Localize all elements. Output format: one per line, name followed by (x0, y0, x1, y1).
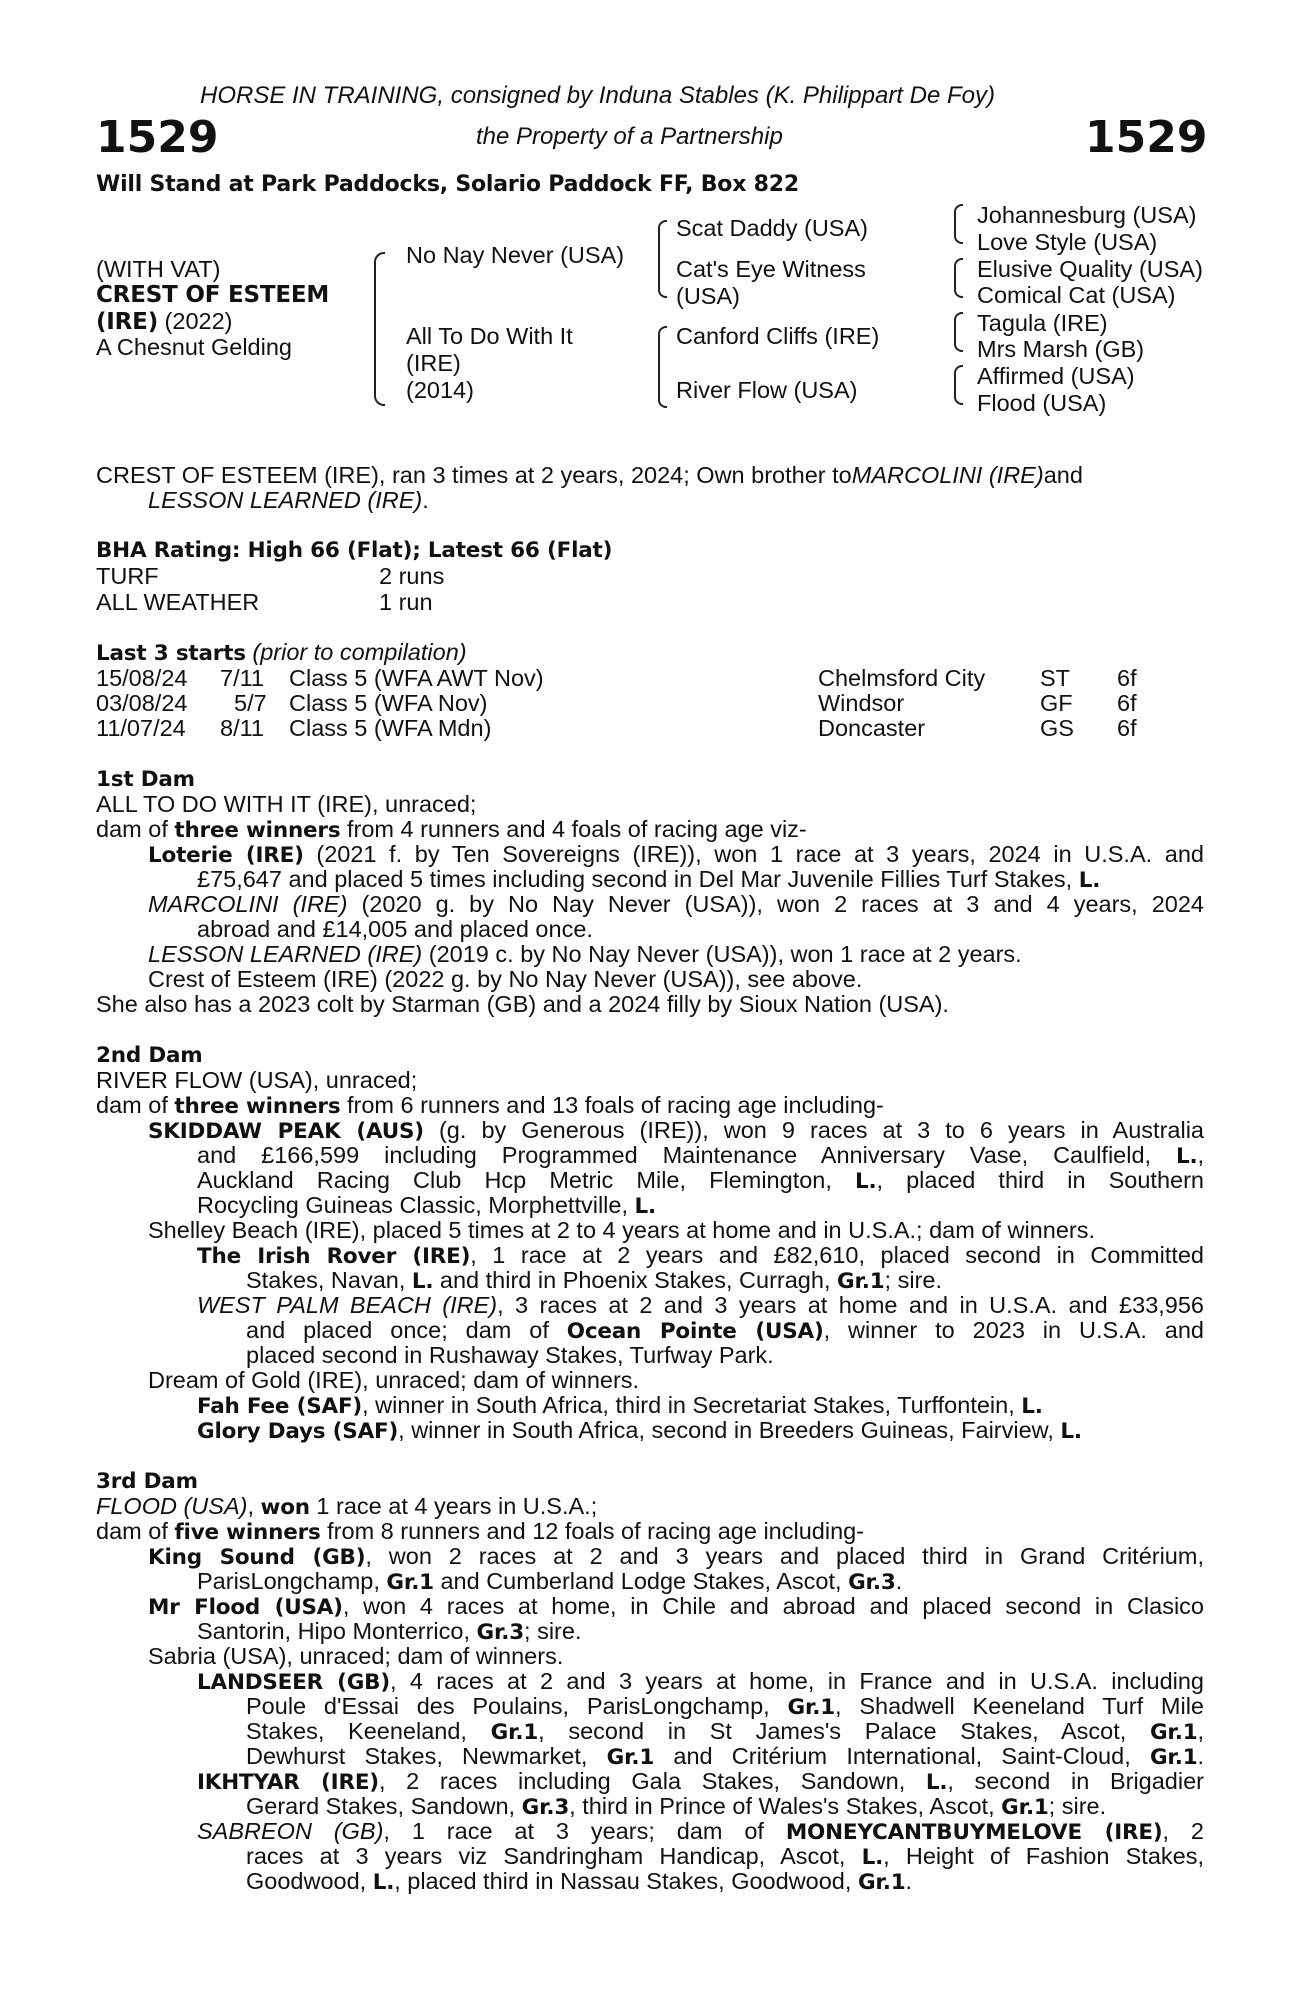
listed-mark: L. (1021, 1394, 1043, 1419)
start-course: Doncaster (818, 715, 926, 741)
dam1-dam-of (96, 817, 807, 843)
grand-progeny-entry (197, 1293, 1204, 1318)
sibling-name: LESSON LEARNED (IRE) (148, 487, 423, 513)
group-mark: Gr.3 (521, 1795, 570, 1820)
progeny-text: races at 3 years viz Sandringham Handicap, Ascot, (246, 1843, 862, 1869)
progeny-text: , 1 race at 3 years; dam of (383, 1818, 786, 1844)
progeny-entry (148, 942, 1022, 967)
progeny-text: , placed third in Nassau Stakes, Goodwood, (394, 1868, 858, 1894)
ss-bracket (954, 204, 963, 244)
progeny-entry (148, 1544, 1204, 1570)
progeny-entry (148, 892, 1204, 917)
text: . (1197, 1743, 1204, 1769)
grand-progeny-cont (246, 1869, 912, 1895)
progeny-text: , winner to 2023 in U.S.A. and (823, 1317, 1204, 1343)
progeny-entry (148, 842, 1204, 868)
progeny-text: , 3 races at 2 and 3 years at home and in U.S.A. and £33,956 (497, 1292, 1205, 1318)
progeny-text: , won 2 races at 2 and 3 years and placed third in Grand Critérium, (365, 1543, 1204, 1569)
dam-sire-dam: Mrs Marsh (GB) (977, 336, 1145, 362)
winners-count: three winners (174, 1094, 341, 1119)
progeny-entry-cont (197, 1619, 582, 1645)
grand-progeny-cont (246, 1268, 942, 1294)
progeny-text: (g. by Generous (IRE)), won 9 races at 3 to 6 years in Australia (423, 1117, 1204, 1143)
group-mark: Gr.1 (787, 1695, 836, 1720)
group-mark: Gr.1 (386, 1570, 434, 1595)
progeny-text: Dewhurst Stakes, Newmarket, (246, 1743, 607, 1769)
start-distance: 6f (1117, 665, 1137, 691)
start-course: Windsor (818, 690, 905, 716)
progeny-text: and third in Phoenix Stakes, Curragh, (433, 1267, 838, 1293)
dam3-dam-of (96, 1519, 864, 1545)
progeny-text: , winner in South Africa, second in Breeders Guineas, Fairview, (398, 1417, 1061, 1443)
sire: No Nay Never (USA) (406, 242, 625, 268)
dam-dam-dam: Flood (USA) (977, 390, 1107, 416)
grand-progeny-cont (246, 1694, 1204, 1720)
start-race: Class 5 (WFA AWT Nov) (289, 665, 544, 691)
group-mark: Gr.3 (476, 1620, 525, 1645)
starts-heading-line (96, 640, 467, 666)
progeny-name: The Irish Rover (IRE) (197, 1244, 471, 1269)
start-date: 03/08/24 (96, 690, 188, 716)
dam3-name-line (96, 1494, 597, 1520)
sire-bracket (658, 220, 667, 298)
dam2-name-line: RIVER FLOW (USA), unraced; (96, 1067, 418, 1093)
start-race: Class 5 (WFA Nov) (289, 690, 488, 716)
progeny-entry: Shelley Beach (IRE), placed 5 times at 2 to 4 years at home and in U.S.A.; dam of winners. (148, 1217, 1095, 1243)
dam-sire-sire: Tagula (IRE) (977, 310, 1108, 336)
group-mark: Gr.1 (490, 1720, 539, 1745)
text: from 4 runners and 4 foals of racing age viz- (340, 816, 807, 842)
progeny-text: Auckland Racing Club Hcp Metric Mile, Flemington, (197, 1167, 855, 1193)
group-mark: Gr.1 (1149, 1720, 1198, 1745)
dam-line-2: (IRE) (406, 350, 461, 376)
progeny-entry: Crest of Esteem (IRE) (2022 g. by No Nay Never (USA)), see above. (148, 966, 863, 992)
progeny-text: Rocycling Guineas Classic, Morphettville, (197, 1192, 635, 1218)
progeny-text: Santorin, Hipo Monterrico, (197, 1618, 477, 1644)
start-going: GF (1040, 690, 1073, 716)
sire-dam-line-2: (USA) (676, 283, 740, 309)
progeny-text: , 2 races including Gala Stakes, Sandown, (378, 1768, 926, 1794)
start-position: 8/11 (220, 715, 264, 741)
rating-heading: BHA Rating: High 66 (Flat); Latest 66 (Flat) (96, 538, 613, 563)
progeny-entry-cont (197, 1143, 1204, 1169)
progeny-text: , won 4 races at home, in Chile and abroad and placed second in Clasico (342, 1593, 1204, 1619)
listed-mark: L. (854, 1169, 877, 1194)
progeny-text: , 1 race at 2 years and £82,610, placed second in Committed (470, 1242, 1204, 1268)
progeny-text: (2021 f. by Ten Sovereigns (IRE)), won 1 race at 3 years, 2024 in U.S.A. and (303, 841, 1204, 867)
dam1-name-line: ALL TO DO WITH IT (IRE), unraced; (96, 791, 477, 817)
grand-progeny-cont (246, 1794, 1106, 1820)
start-distance: 6f (1117, 690, 1137, 716)
grand-progeny-entry (197, 1769, 1204, 1795)
progeny-name: MARCOLINI (IRE) (148, 891, 348, 917)
progeny-name: LANDSEER (GB) (197, 1670, 390, 1695)
horse-year: (2022) (158, 308, 233, 334)
group-mark: Gr.3 (848, 1570, 896, 1595)
grand-progeny-cont (246, 1318, 1204, 1344)
progeny-text: £75,647 and placed 5 times including second in Del Mar Juvenile Fillies Turf Stakes, (197, 866, 1079, 892)
dam3-heading: 3rd Dam (96, 1469, 198, 1494)
summary-period: . (422, 487, 429, 513)
progeny-text: ; sire. (1048, 1793, 1107, 1819)
progeny-text: , second in St James's Palace Stakes, Ascot, (538, 1718, 1150, 1744)
horse-name: CREST OF ESTEEM (96, 282, 330, 308)
sire-dam-sire: Elusive Quality (USA) (977, 256, 1203, 282)
progeny-text: ; sire. (884, 1267, 942, 1293)
stand-line: Will Stand at Park Paddocks, Solario Paddock FF, Box 822 (96, 172, 799, 197)
ds-bracket (954, 312, 963, 352)
dam2-heading: 2nd Dam (96, 1043, 203, 1068)
dd-bracket (954, 365, 963, 405)
grand-progeny-entry (197, 1418, 1082, 1444)
lot-number-left: 1529 (96, 112, 219, 163)
text: dam of (96, 1092, 175, 1118)
progeny-name: WEST PALM BEACH (IRE) (197, 1292, 498, 1318)
sire-dam-dam: Comical Cat (USA) (977, 282, 1176, 308)
progeny-text: (2019 c. by No Nay Never (USA)), won 1 race at 2 years. (422, 941, 1022, 967)
text: from 6 runners and 13 foals of racing age including- (340, 1092, 884, 1118)
progeny-text: and Cumberland Lodge Stakes, Ascot, (433, 1568, 849, 1594)
lot-number-right: 1529 (1085, 112, 1208, 163)
grand-progeny-entry (197, 1669, 1204, 1695)
start-going: ST (1040, 665, 1071, 691)
starts-note: (prior to compilation) (245, 639, 467, 665)
group-mark: Gr.1 (857, 1870, 906, 1895)
progeny-entry-cont: abroad and £14,005 and placed once. (197, 916, 593, 942)
progeny-name: SABREON (GB) (197, 1818, 384, 1844)
dam-dam-sire: Affirmed (USA) (977, 363, 1135, 389)
progeny-text: , Shadwell Keeneland Turf Mile (835, 1693, 1204, 1719)
grand-progeny-entry (197, 1393, 1043, 1419)
text: , (247, 1493, 261, 1519)
horse-description: A Chesnut Gelding (96, 334, 292, 360)
progeny-entry-cont (197, 1193, 656, 1219)
start-date: 15/08/24 (96, 665, 188, 691)
won-mark: won (260, 1495, 310, 1520)
group-mark: Gr.1 (1149, 1745, 1198, 1770)
summary-text: CREST OF ESTEEM (IRE), ran 3 times at 2 years, 2024; Own brother to (96, 462, 852, 488)
progeny-text: and placed once; dam of (246, 1317, 567, 1343)
progeny-name: MONEYCANTBUYMELOVE (IRE) (785, 1820, 1163, 1845)
group-mark: Gr.1 (1001, 1795, 1049, 1820)
progeny-text: , 4 races at 2 and 3 years at home, in France and in U.S.A. including (389, 1668, 1205, 1694)
dam-name: FLOOD (USA) (96, 1493, 248, 1519)
pedigree-bracket-main (374, 252, 385, 406)
group-mark: Gr.1 (606, 1745, 655, 1770)
progeny-entry-cont (197, 867, 1100, 893)
progeny-text: ParisLongchamp, (197, 1568, 387, 1594)
property-line: the Property of a Partnership (476, 123, 783, 150)
text: , (1197, 1142, 1204, 1168)
text: . (895, 1568, 903, 1594)
text: dam of (96, 1518, 175, 1544)
winners-count: five winners (174, 1520, 321, 1545)
consignor-line: HORSE IN TRAINING, consigned by Induna Stables (K. Philippart De Foy) (200, 82, 995, 109)
dam-sire: Canford Cliffs (IRE) (676, 323, 880, 349)
rating-surface: TURF (96, 563, 159, 589)
horse-country: (IRE) (96, 309, 159, 335)
progeny-entry-cont (197, 1168, 1204, 1194)
start-date: 11/07/24 (96, 715, 186, 741)
grand-progeny-cont (246, 1719, 1204, 1745)
progeny-text: Goodwood, (246, 1868, 373, 1894)
summary-line-2 (148, 488, 429, 513)
progeny-name: LESSON LEARNED (IRE) (148, 941, 423, 967)
sd-bracket (954, 258, 963, 298)
progeny-text: Stakes, Navan, (246, 1267, 412, 1293)
grand-progeny-cont (246, 1744, 1204, 1770)
summary-line-1 (96, 463, 1204, 488)
dam-line-1: All To Do With It (406, 323, 573, 349)
winners-count: three winners (174, 818, 341, 843)
progeny-entry: Sabria (USA), unraced; dam of winners. (148, 1643, 564, 1669)
horse-country-year (96, 309, 232, 335)
progeny-text: Gerard Stakes, Sandown, (246, 1793, 522, 1819)
listed-mark: L. (1078, 868, 1101, 893)
sire-sire: Scat Daddy (USA) (676, 215, 868, 241)
listed-mark: L. (411, 1269, 434, 1294)
text: 1 race at 4 years in U.S.A.; (309, 1493, 598, 1519)
listed-mark: L. (1060, 1419, 1082, 1444)
progeny-text: (2020 g. by No Nay Never (USA)), won 2 races at 3 and 4 years, 2024 (347, 891, 1204, 917)
grand-progeny-cont: placed second in Rushaway Stakes, Turfway Park. (246, 1342, 774, 1368)
progeny-name: IKHTYAR (IRE) (197, 1770, 379, 1795)
listed-mark: L. (372, 1870, 395, 1895)
progeny-entry-cont (197, 1569, 902, 1595)
progeny-name: SKIDDAW PEAK (AUS) (148, 1119, 424, 1144)
vat-label: (WITH VAT) (96, 256, 221, 282)
dam1-heading: 1st Dam (96, 767, 195, 792)
progeny-text: , third in Prince of Wales's Stakes, Ascot, (569, 1793, 1002, 1819)
dam2-dam-of (96, 1093, 884, 1119)
grand-progeny-entry (197, 1819, 1204, 1845)
grand-progeny-cont (246, 1844, 1204, 1870)
start-going: GS (1040, 715, 1074, 741)
rating-runs: 2 runs (379, 563, 445, 589)
start-distance: 6f (1117, 715, 1137, 741)
sire-sire-dam: Love Style (USA) (977, 229, 1158, 255)
progeny-entry (148, 1594, 1204, 1620)
dam-bracket (658, 326, 667, 408)
listed-mark: L. (1176, 1144, 1198, 1169)
rating-surface: ALL WEATHER (96, 589, 260, 615)
progeny-name: Ocean Pointe (USA) (566, 1319, 824, 1344)
listed-mark: L. (861, 1845, 884, 1870)
progeny-name: Loterie (IRE) (148, 843, 304, 868)
progeny-text: Stakes, Keeneland, (246, 1718, 491, 1744)
summary-and: and (1043, 462, 1083, 488)
dam-line-3: (2014) (406, 377, 474, 403)
progeny-text: , second in Brigadier (947, 1768, 1204, 1794)
text: dam of (96, 816, 175, 842)
progeny-text: , Height of Fashion Stakes, (883, 1843, 1204, 1869)
progeny-text: , 2 (1162, 1818, 1204, 1844)
sire-sire-sire: Johannesburg (USA) (977, 202, 1197, 228)
rating-runs: 1 run (379, 589, 433, 615)
progeny-name: Fah Fee (SAF) (197, 1394, 363, 1419)
dam1-also: She also has a 2023 colt by Starman (GB) and a 2024 filly by Sioux Nation (USA). (96, 991, 949, 1017)
start-position: 5/7 (234, 690, 267, 716)
progeny-name: Mr Flood (USA) (148, 1595, 343, 1620)
progeny-text: , winner in South Africa, third in Secretariat Stakes, Turffontein, (362, 1392, 1022, 1418)
listed-mark: L. (925, 1770, 948, 1795)
progeny-text: , placed third in Southern (876, 1167, 1204, 1193)
listed-mark: L. (634, 1194, 656, 1219)
progeny-entry (148, 1118, 1204, 1144)
grand-progeny-entry (197, 1243, 1204, 1269)
progeny-text: ; sire. (524, 1618, 582, 1644)
sire-dam-line-1: Cat's Eye Witness (676, 256, 866, 282)
progeny-text: and Critérium International, Saint-Cloud, (654, 1743, 1150, 1769)
starts-heading: Last 3 starts (96, 641, 246, 666)
text: . (905, 1868, 912, 1894)
progeny-text: and £166,599 including Programmed Maintenance Anniversary Vase, Caulfield, (197, 1142, 1176, 1168)
start-course: Chelmsford City (818, 665, 986, 691)
progeny-name: King Sound (GB) (148, 1545, 366, 1570)
group-mark: Gr.1 (837, 1269, 885, 1294)
text: , (1197, 1718, 1205, 1744)
text: from 8 runners and 12 foals of racing age including- (320, 1518, 865, 1544)
start-position: 7/11 (220, 665, 264, 691)
start-race: Class 5 (WFA Mdn) (289, 715, 492, 741)
progeny-name: Glory Days (SAF) (197, 1419, 399, 1444)
progeny-text: Poule d'Essai des Poulains, ParisLongchamp, (246, 1693, 788, 1719)
progeny-entry: Dream of Gold (IRE), unraced; dam of winners. (148, 1367, 640, 1393)
dam-dam: River Flow (USA) (676, 377, 858, 403)
sibling-name: MARCOLINI (IRE) (851, 462, 1044, 488)
